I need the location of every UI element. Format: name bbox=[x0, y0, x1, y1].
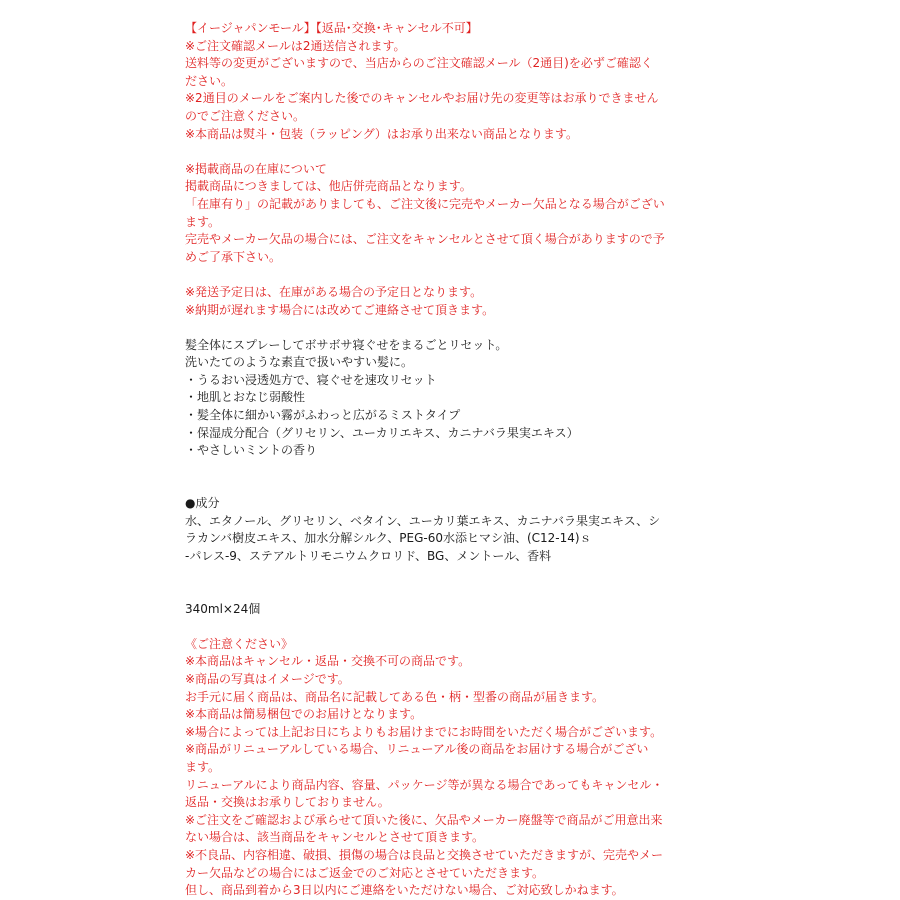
description-line: ・地肌とおなじ弱酸性 bbox=[185, 390, 306, 405]
notice-line: ※本商品は熨斗・包装（ラッピング）はお承り出来ない商品となります。 bbox=[185, 126, 578, 141]
notice-line: ※2通目のメールをご案内した後でのキャンセルやお届け先の変更等はお承りできません bbox=[185, 91, 659, 106]
description-line: ・髪全体に細かい霧がふわっと広がるミストタイプ bbox=[185, 408, 461, 423]
ingredients-line: -パレス-9、ステアルトリモニウムクロリド、BG、メントール、香料 bbox=[185, 548, 552, 563]
product-description-page bbox=[185, 20, 705, 900]
caution-line: ※ご注文をご確認および承らせて頂いた後に、欠品やメーカー廃盤等で商品がご用意出来 bbox=[185, 812, 663, 827]
stock-notice-line: 完売やメーカー欠品の場合には、ご注文をキャンセルとさせて頂く場合がありますので予 bbox=[185, 232, 665, 247]
stock-notice-line: めご了承下さい。 bbox=[185, 249, 282, 264]
caution-line: リニューアルにより商品内容、容量、パッケージ等が異なる場合であってもキャンセル・ bbox=[185, 777, 664, 792]
description-line: 洗いたてのような素直で扱いやすい髪に。 bbox=[185, 355, 414, 370]
description-section bbox=[185, 337, 705, 460]
description-line: 髪全体にスプレーしてボサボサ寝ぐせをまるごとリセット。 bbox=[185, 337, 508, 352]
stock-notice-line: ※掲載商品の在庫について bbox=[185, 161, 327, 176]
caution-line: カー欠品などの場合にはご返金でのご対応とさせていただきます。 bbox=[185, 865, 545, 880]
spacer bbox=[185, 319, 705, 337]
description-line: ・うるおい浸透処方で、寝ぐせを速攻リセット bbox=[185, 372, 437, 387]
spacer bbox=[185, 143, 705, 161]
description-line: ・やさしいミントの香り bbox=[185, 443, 318, 458]
caution-line: ます。 bbox=[185, 759, 221, 774]
quantity-text: 340ml×24個 bbox=[185, 601, 261, 616]
caution-line: ない場合は、該当商品をキャンセルとさせて頂きます。 bbox=[185, 830, 485, 845]
spacer bbox=[185, 565, 705, 600]
ingredients-section bbox=[185, 495, 705, 565]
notice-top-section bbox=[185, 20, 705, 143]
spacer bbox=[185, 460, 705, 495]
spacer bbox=[185, 266, 705, 284]
caution-heading: 《ご注意ください》 bbox=[185, 636, 294, 651]
caution-line: 但し、商品到着から3日以内にご連絡をいただけない場合、ご対応致しかねます。 bbox=[185, 883, 624, 898]
caution-line: お手元に届く商品は、商品名に記載してある色・柄・型番の商品が届きます。 bbox=[185, 689, 605, 704]
caution-line: 返品・交換はお承りしておりません。 bbox=[185, 795, 390, 810]
caution-line: ※商品がリニューアルしている場合、リニューアル後の商品をお届けする場合がござい bbox=[185, 742, 649, 757]
caution-line: ※本商品はキャンセル・返品・交換不可の商品です。 bbox=[185, 654, 471, 669]
notice-line: ※ご注文確認メールは2通送信されます。 bbox=[185, 38, 406, 53]
stock-notice-section bbox=[185, 161, 705, 267]
caution-section bbox=[185, 636, 705, 900]
notice-line: 【イージャパンモール】【返品･交換･キャンセル不可】 bbox=[185, 21, 478, 35]
caution-line: ※本商品は簡易梱包でのお届けとなります。 bbox=[185, 707, 423, 722]
shipping-notice-section bbox=[185, 284, 705, 319]
shipping-notice-line: ※発送予定日は、在庫がある場合の予定日となります。 bbox=[185, 284, 483, 299]
caution-line: ※場合によっては上記お日にちよりもお届けまでにお時間をいただく場合がございます。 bbox=[185, 724, 663, 739]
ingredients-line: ラカンバ樹皮エキス、加水分解シルク、PEG-60水添ヒマシ油、(C12-14)ｓ bbox=[185, 531, 592, 546]
notice-line: ださい。 bbox=[185, 73, 234, 88]
notice-line: 送料等の変更がございますので、当店からのご注文確認メール（2通目)を必ずご確認く bbox=[185, 56, 653, 71]
stock-notice-line: 「在庫有り」の記載がありましても、ご注文後に完売やメーカー欠品となる場合がござい bbox=[185, 196, 665, 211]
quantity-section bbox=[185, 601, 705, 619]
ingredients-line: 水、エタノール、グリセリン、ベタイン、ユーカリ葉エキス、カニナバラ果実エキス、シ bbox=[185, 513, 661, 528]
stock-notice-line: ます。 bbox=[185, 214, 221, 229]
description-line: ・保湿成分配合（グリセリン、ユーカリエキス、カニナバラ果実エキス） bbox=[185, 425, 579, 440]
spacer bbox=[185, 618, 705, 636]
caution-line: ※商品の写真はイメージです。 bbox=[185, 671, 350, 686]
ingredients-heading: ●成分 bbox=[185, 496, 220, 511]
caution-line: ※不良品、内容相違、破損、損傷の場合は良品と交換させていただきますが、完売やメー bbox=[185, 847, 664, 862]
stock-notice-line: 掲載商品につきましては、他店併売商品となります。 bbox=[185, 179, 472, 194]
notice-line: のでご注意ください。 bbox=[185, 108, 306, 123]
shipping-notice-line: ※納期が遅れます場合には改めてご連絡させて頂きます。 bbox=[185, 302, 495, 317]
